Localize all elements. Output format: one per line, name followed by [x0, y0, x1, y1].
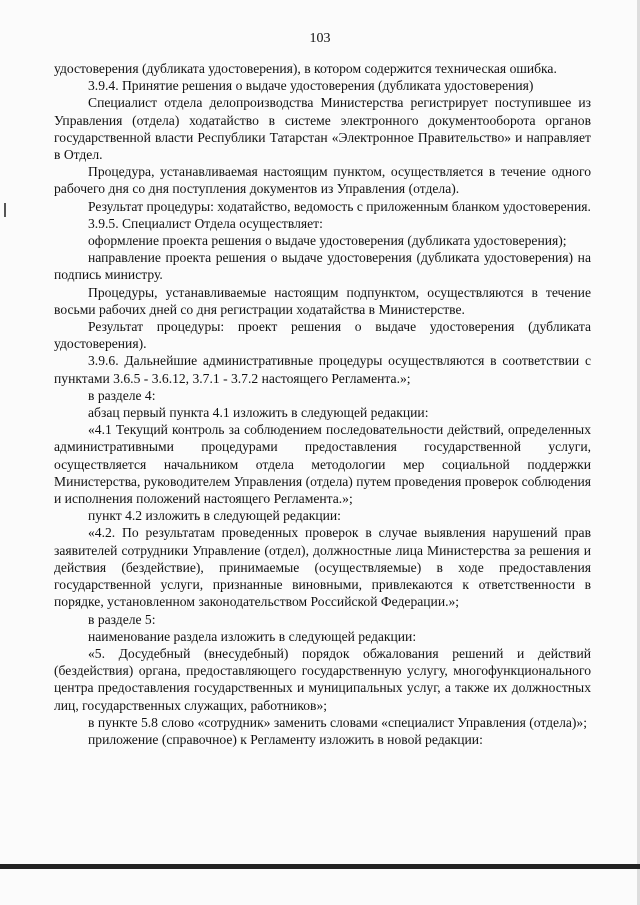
scan-bottom-bar	[0, 864, 640, 869]
paragraph: приложение (справочное) к Регламенту изложить в новой редакции:	[88, 731, 483, 747]
paragraph: 3.9.5. Специалист Отдела осуществляет:	[88, 215, 323, 231]
paragraph: «4.2. По результатам проведенных проверок в случае выявления нарушений прав заявителей сотрудники Управление (отдел), должностные лица Министерства за решения и действия (бездействие), принимаемые (осуществляемые) в ходе предоставления государственной услуги, признанные виновными, привлекаются к ответственности в порядке, установленном законодательством Российской Федерации.»;	[54, 525, 591, 610]
paragraph: в пункте 5.8 слово «сотрудник» заменить словами «специалист Управления (отдела)»;	[88, 714, 587, 730]
paragraph: Результат процедуры: ходатайство, ведомость с приложенным бланком удостоверения.	[88, 198, 591, 214]
scan-margin-mark	[4, 203, 6, 217]
paragraph: Результат процедуры: проект решения о выдаче удостоверения (дубликата удостоверения).	[54, 319, 591, 352]
paragraph: «4.1 Текущий контроль за соблюдением последовательности действий, определенных административными процедурами предоставления государственной услуги, осуществляется начальником отдела методологии мер социальной поддержки Министерства, руководителем Управления (отдела) путем проведения проверок соблюдения и исполнения положений настоящего Регламента.»;	[54, 422, 591, 507]
paragraph: наименование раздела изложить в следующей редакции:	[88, 628, 417, 644]
paragraph: Специалист отдела делопроизводства Министерства регистрирует поступившее из Управления (отдела) ходатайство в системе электронного документооборота органов государственной власти Республики Татарстан «Электронное Правительство» и направляет в Отдел.	[54, 95, 591, 163]
paragraph: абзац первый пункта 4.1 изложить в следующей редакции:	[88, 405, 429, 421]
paragraph: Процедура, устанавливаемая настоящим пунктом, осуществляется в течение одного рабочего дня со дня поступления документов из Управления (отдела).	[54, 164, 591, 197]
document-body	[54, 60, 591, 748]
paragraph: в разделе 5:	[88, 611, 156, 627]
paragraph: в разделе 4:	[88, 387, 156, 403]
paragraph: «5. Досудебный (внесудебный) порядок обжалования решений и действий (бездействия) органа, предоставляющего государственную услугу, многофункционального центра предоставления государственных и муниципальных услуг, а также их должностных лиц, государственных служащих, работников»;	[54, 645, 591, 713]
paragraph: направление проекта решения о выдаче удостоверения (дубликата удостоверения) на подпись министру.	[54, 250, 591, 283]
paragraph: 3.9.4. Принятие решения о выдаче удостоверения (дубликата удостоверения)	[88, 78, 534, 94]
page-number: 103	[309, 31, 331, 46]
paragraph: 3.9.6. Дальнейшие административные процедуры осуществляются в соответствии с пунктами 3.6.5 - 3.6.12, 3.7.1 - 3.7.2 настоящего Регламента.»;	[54, 353, 591, 386]
paragraph: пункт 4.2 изложить в следующей редакции:	[88, 508, 341, 524]
paragraph: удостоверения (дубликата удостоверения), в котором содержится техническая ошибка.	[54, 61, 557, 76]
paragraph: оформление проекта решения о выдаче удостоверения (дубликата удостоверения);	[88, 233, 567, 249]
paragraph: Процедуры, устанавливаемые настоящим подпунктом, осуществляются в течение восьми рабочих дней со дня регистрации ходатайства в Министерстве.	[54, 284, 591, 317]
